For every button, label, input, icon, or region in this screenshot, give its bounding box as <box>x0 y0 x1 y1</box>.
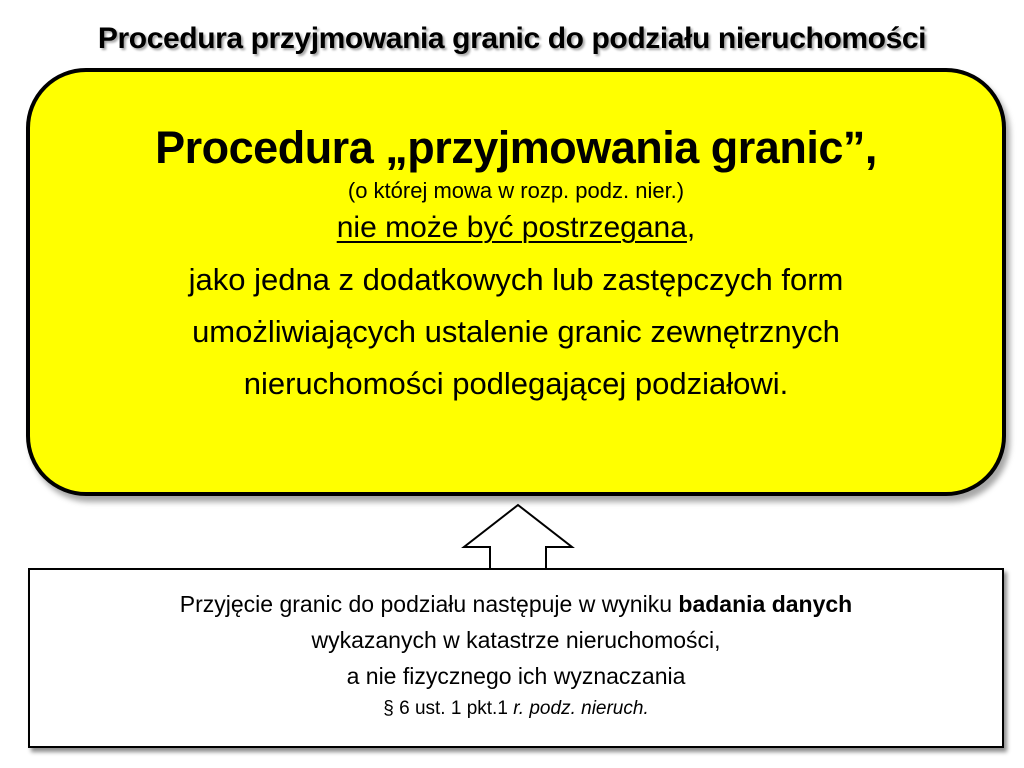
note-line-1-text: Przyjęcie granic do podziału następuje w wyniku <box>179 591 679 617</box>
callout-body-line: jako jedna z dodatkowych lub zastępczych form <box>188 262 844 297</box>
yellow-callout-box <box>26 68 1006 496</box>
callout-body-line: umożliwiających ustalenie granic zewnętrznych <box>192 314 840 349</box>
underlined-phrase: nie może być postrzegana <box>336 211 687 244</box>
legal-reference-text: § 6 ust. 1 pkt.1 <box>383 698 514 719</box>
note-line-2: wykazanych w katastrze nieruchomości, <box>311 627 721 653</box>
callout-body-line: nieruchomości podlegającej podziałowi. <box>243 366 789 401</box>
note-line-1-bold: badania danych <box>678 591 853 617</box>
note-line-3: a nie fizycznego ich wyznaczania <box>346 663 686 689</box>
callout-underlined-line <box>30 208 1002 248</box>
note-line-1 <box>30 586 1002 622</box>
slide-title: Procedura przyjmowania granic do podziału nieruchomości <box>97 22 927 55</box>
callout-body <box>30 254 1002 410</box>
note-box <box>28 568 1004 748</box>
legal-reference <box>30 694 1002 724</box>
callout-heading: Procedura „przyjmowania granic”, <box>155 122 877 173</box>
legal-reference-italic: r. podz. nieruch. <box>513 698 649 719</box>
callout-parenthetical: (o której mowa w rozp. podz. nier.) <box>347 178 685 203</box>
up-arrow-outline-icon <box>460 503 576 571</box>
underlined-suffix: , <box>686 211 696 244</box>
